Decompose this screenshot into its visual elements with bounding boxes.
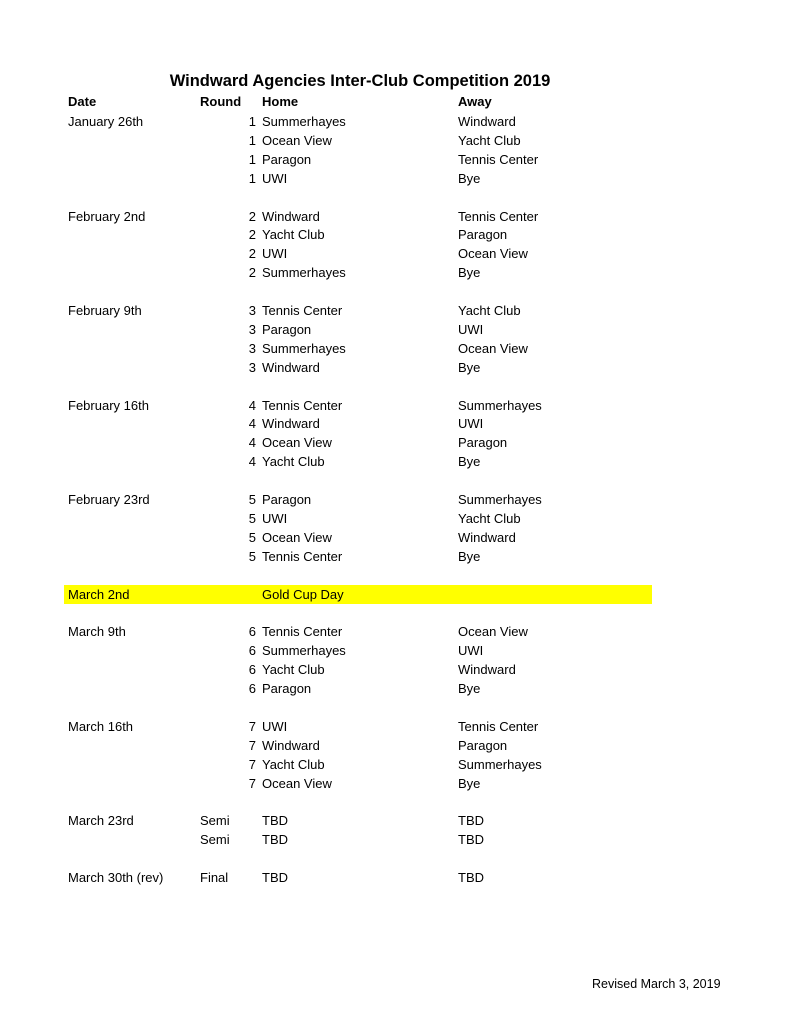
cell-round: Final [200, 870, 229, 885]
table-row [0, 169, 791, 188]
cell-away: Ocean View [458, 340, 528, 356]
table-row [0, 830, 791, 849]
cell-date: February 2nd [68, 208, 146, 224]
header-away: Away [458, 94, 492, 109]
cell-date: January 26th [68, 114, 144, 129]
cell-away: Bye [458, 170, 481, 186]
highlight-row [64, 585, 652, 604]
cell-round-number: 7 [248, 775, 256, 791]
cell-away: Paragon [458, 737, 508, 753]
cell-away: UWI [458, 321, 484, 337]
cell-round: Semi [200, 813, 230, 829]
table-row [0, 547, 791, 566]
cell-home: TBD [262, 870, 288, 885]
cell-round-number: 4 [248, 435, 256, 451]
table-row [0, 263, 791, 282]
cell-round-number: 1 [248, 151, 256, 167]
table-row [0, 528, 791, 547]
cell-home: Tennis Center [262, 548, 343, 564]
table-row [0, 112, 791, 131]
cell-round-number: 4 [248, 454, 256, 470]
table-row [0, 622, 791, 641]
cell-away: TBD [458, 832, 484, 848]
cell-home: Yacht Club [262, 662, 325, 678]
cell-home: Windward [262, 737, 320, 753]
cell-away: Bye [458, 775, 481, 791]
cell-away: Ocean View [458, 246, 528, 262]
cell-home: Tennis Center [262, 303, 343, 318]
cell-round-number: 3 [248, 340, 256, 356]
cell-round-number: 2 [248, 265, 256, 281]
cell-home: Windward [262, 208, 320, 224]
header-round: Round [200, 94, 242, 109]
revision-note: Revised March 3, 2019 [592, 977, 721, 991]
table-row [0, 509, 791, 528]
cell-home: Windward [262, 416, 320, 432]
cell-away: Bye [458, 681, 481, 696]
header-home: Home [262, 94, 299, 109]
cell-away: Ocean View [458, 624, 528, 640]
table-row [0, 244, 791, 263]
table-row [0, 131, 791, 150]
cell-away: Windward [458, 529, 516, 545]
cell-date: February 23rd [68, 492, 150, 507]
cell-round-number: 2 [248, 227, 256, 243]
cell-round-number: 1 [248, 170, 256, 186]
cell-date: March 16th [68, 718, 134, 734]
cell-round-number: 4 [248, 397, 256, 413]
cell-round-number: 5 [248, 492, 256, 507]
cell-away: Summerhayes [458, 492, 542, 507]
cell-home: Windward [262, 359, 320, 375]
cell-round-number: 5 [248, 548, 256, 564]
cell-home: Ocean View [262, 435, 332, 451]
header-date: Date [68, 94, 97, 109]
cell-date: February 9th [68, 303, 142, 318]
cell-away: Yacht Club [458, 303, 521, 318]
cell-date: March 30th (rev) [68, 870, 164, 885]
table-row [0, 679, 791, 698]
cell-round-number: 5 [248, 529, 256, 545]
cell-round-number: 5 [248, 510, 256, 526]
table-row [0, 320, 791, 339]
cell-round-number: 7 [248, 718, 256, 734]
cell-home: Tennis Center [262, 624, 343, 640]
cell-round-number: 6 [248, 681, 256, 696]
cell-home: Tennis Center [262, 397, 343, 413]
cell-home: Summerhayes [262, 643, 346, 659]
cell-home: Ocean View [262, 529, 332, 545]
cell-away: UWI [458, 416, 484, 432]
cell-round-number: 6 [248, 624, 256, 640]
cell-home: UWI [262, 718, 288, 734]
table-row [0, 150, 791, 169]
cell-home: Yacht Club [262, 756, 325, 772]
cell-home: Summerhayes [262, 114, 346, 129]
cell-round-number: 1 [248, 132, 256, 148]
cell-home: Paragon [262, 492, 312, 507]
cell-away: Bye [458, 454, 481, 470]
cell-round: Semi [200, 832, 230, 848]
table-row [0, 868, 791, 887]
cell-date: March 23rd [68, 813, 134, 829]
cell-away: Bye [458, 548, 481, 564]
cell-round-number: 4 [248, 416, 256, 432]
cell-round-number: 7 [248, 737, 256, 753]
table-row [0, 225, 791, 244]
cell-home: Paragon [262, 151, 312, 167]
cell-round-number: 2 [248, 208, 256, 224]
table-row [0, 414, 791, 433]
table-row [0, 755, 791, 774]
cell-away: Bye [458, 359, 481, 375]
table-row [0, 736, 791, 755]
cell-home: TBD [262, 832, 288, 848]
table-row [0, 358, 791, 377]
cell-away: Windward [458, 114, 516, 129]
document-title: Windward Agencies Inter-Club Competition 2019 [169, 72, 551, 90]
cell-home: Paragon [262, 681, 312, 696]
table-row [0, 660, 791, 679]
cell-home: TBD [262, 813, 288, 829]
cell-home: UWI [262, 170, 288, 186]
table-row [0, 717, 791, 736]
cell-away: Yacht Club [458, 132, 521, 148]
cell-away: Bye [458, 265, 481, 281]
cell-round-number: 2 [248, 246, 256, 262]
cell-round-number: 3 [248, 321, 256, 337]
table-row [0, 811, 791, 830]
cell-date: March 9th [68, 624, 126, 640]
table-row [0, 641, 791, 660]
cell-round-number: 7 [248, 756, 256, 772]
table-row [0, 774, 791, 793]
cell-away: TBD [458, 870, 484, 885]
cell-home: UWI [262, 246, 288, 262]
cell-home: Summerhayes [262, 340, 346, 356]
cell-home: Paragon [262, 321, 312, 337]
cell-date: March 2nd [68, 586, 130, 602]
cell-round-number: 6 [248, 643, 256, 659]
cell-away: UWI [458, 643, 484, 659]
cell-away: Tennis Center [458, 208, 539, 224]
cell-away: Summerhayes [458, 756, 542, 772]
cell-round-number: 1 [248, 114, 256, 129]
cell-home: UWI [262, 510, 288, 526]
cell-round-number: 3 [248, 303, 256, 318]
cell-away: Windward [458, 662, 516, 678]
cell-home: Summerhayes [262, 265, 346, 281]
cell-home: Yacht Club [262, 227, 325, 243]
table-row [0, 207, 791, 226]
cell-away: Yacht Club [458, 510, 521, 526]
cell-home: Yacht Club [262, 454, 325, 470]
cell-away: Tennis Center [458, 151, 539, 167]
table-row [0, 339, 791, 358]
cell-home: Ocean View [262, 775, 332, 791]
table-row [0, 433, 791, 452]
cell-away: TBD [458, 813, 484, 829]
table-row [0, 396, 791, 415]
cell-date: February 16th [68, 397, 149, 413]
cell-away: Paragon [458, 227, 508, 243]
cell-home: Ocean View [262, 132, 332, 148]
cell-round-number: 3 [248, 359, 256, 375]
table-row [0, 301, 791, 320]
cell-away: Paragon [458, 435, 508, 451]
cell-away: Summerhayes [458, 397, 542, 413]
table-row [0, 490, 791, 509]
cell-away: Tennis Center [458, 718, 539, 734]
table-row [0, 452, 791, 471]
cell-home: Gold Cup Day [262, 586, 344, 602]
cell-round-number: 6 [248, 662, 256, 678]
